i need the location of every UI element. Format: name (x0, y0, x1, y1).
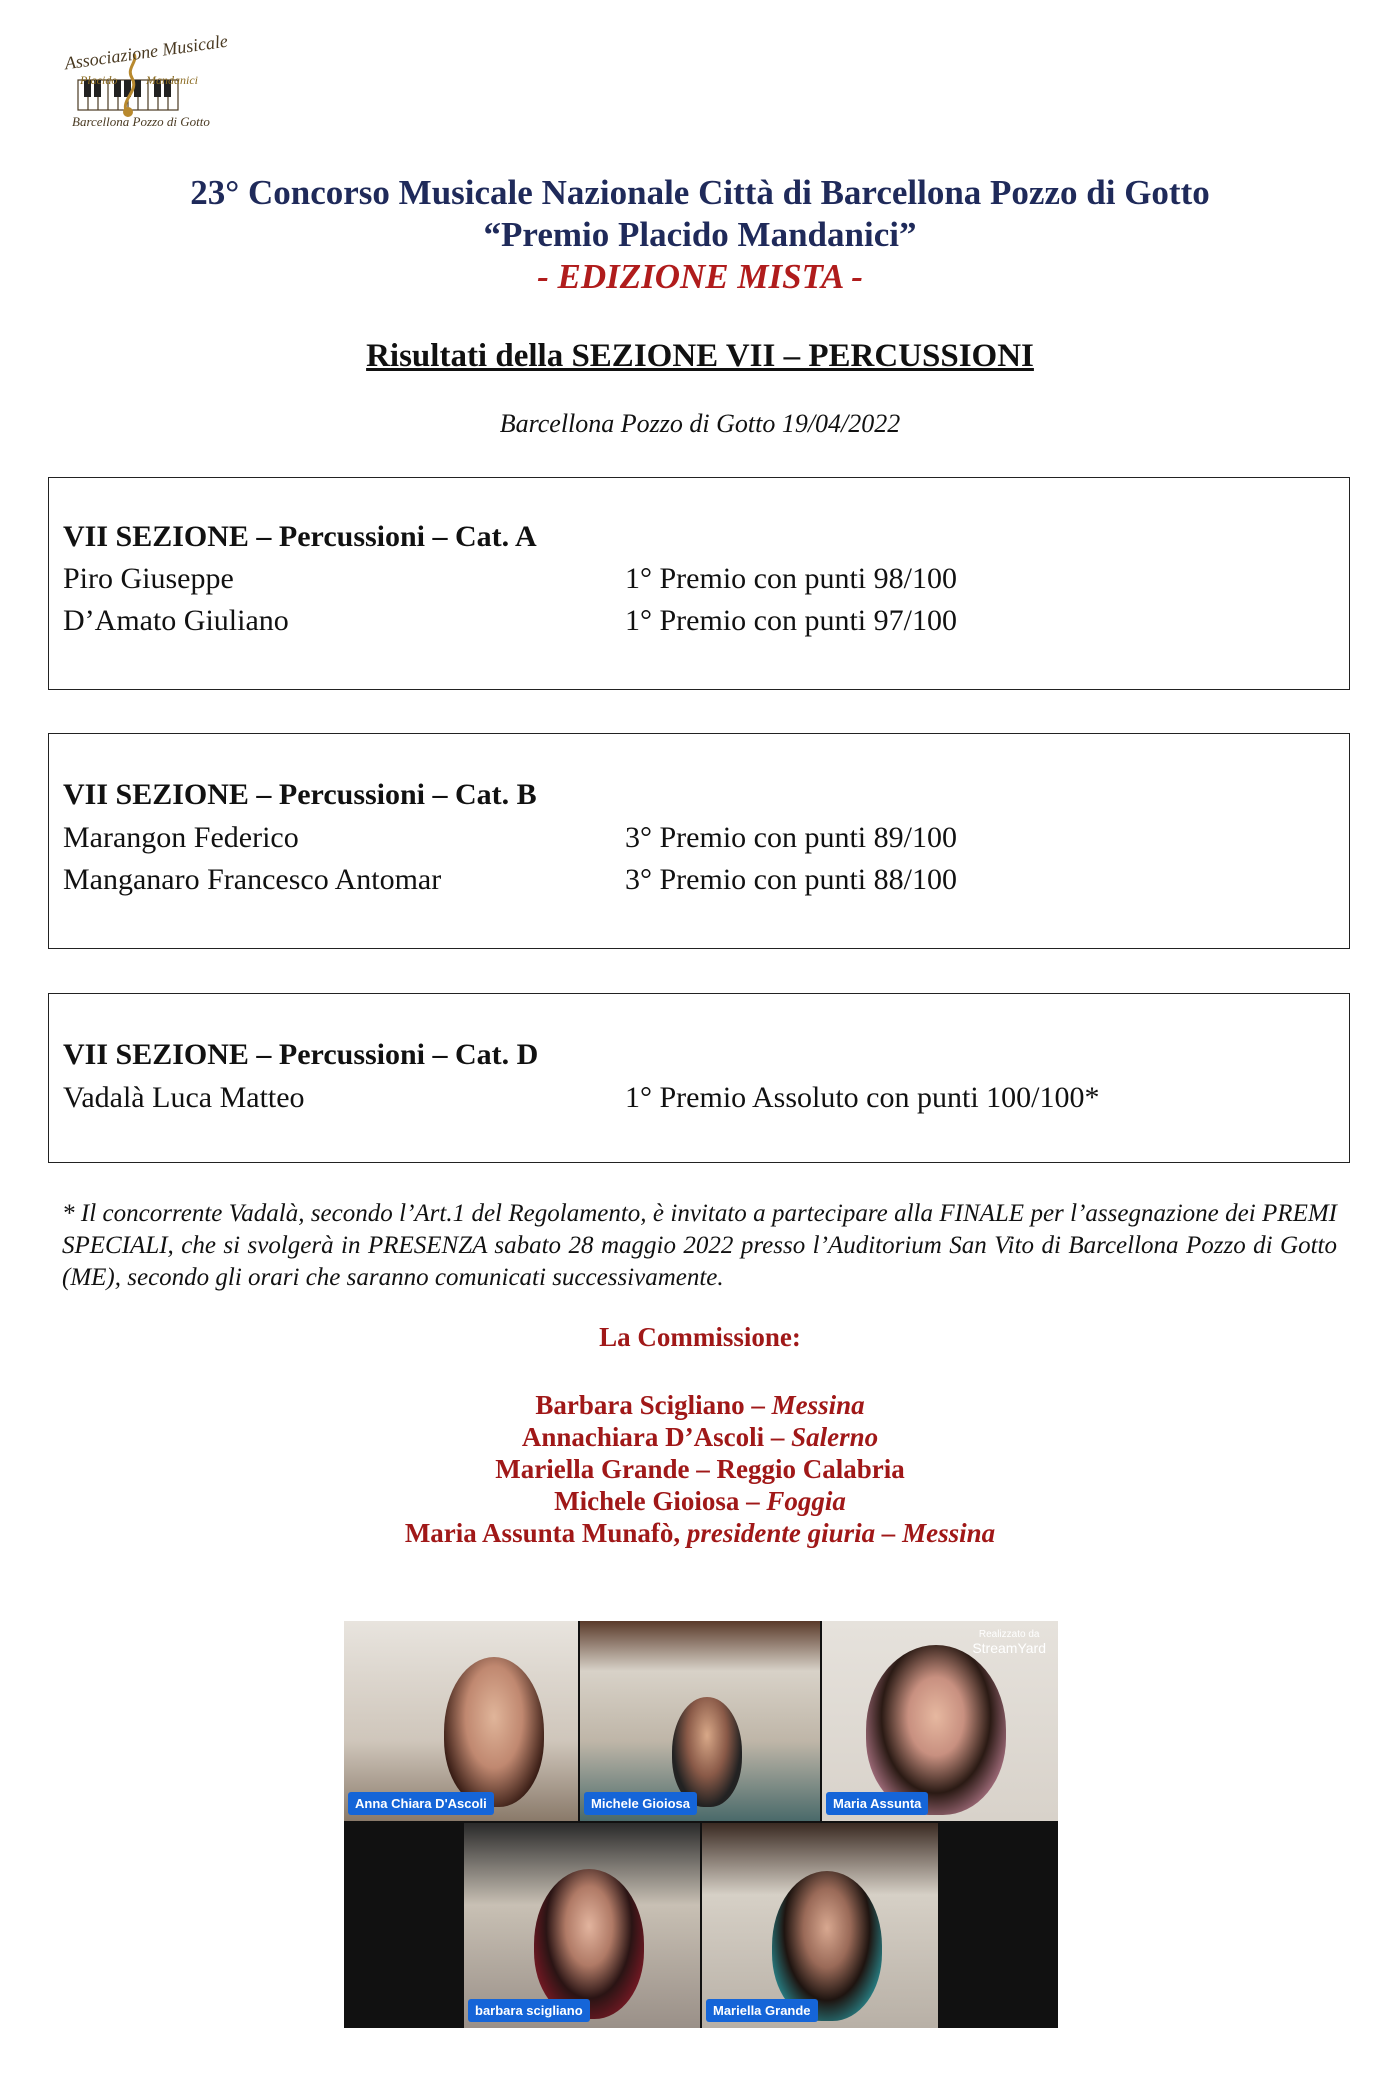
section-title: Risultati della SEZIONE VII – PERCUSSIONI (366, 338, 1034, 374)
finale-note: * Il concorrente Vadalà, secondo l’Art.1 del Regolamento, è invitato a partecipare alla FINALE per l’assegnazione dei PREMI SPECIALI, che si svolgerà in PRESENZA sabato 28 maggio 2022 presso l’Auditorium San Vito di Barcellona Pozzo di Gotto (ME), secondo gli orari che saranno comunicati successivamente. (62, 1200, 1337, 1291)
streamyard-branding: Realizzato da StreamYard (972, 1629, 1046, 1656)
candidate-prize: 1° Premio Assoluto con punti 100/100* (625, 1081, 1100, 1114)
category-title: VII SEZIONE – Percussioni – Cat. A (63, 520, 537, 553)
candidate-name: Piro Giuseppe (63, 562, 234, 595)
logo-text-line1: Associazione Musicale (63, 30, 230, 74)
category-b-box (48, 733, 1350, 949)
commission-member: Annachiara D’Ascoli – Salerno (521, 1422, 879, 1452)
candidate-name: Marangon Federico (63, 821, 299, 854)
category-title: VII SEZIONE – Percussioni – Cat. B (63, 778, 537, 811)
dateline: Barcellona Pozzo di Gotto 19/04/2022 (499, 409, 901, 438)
page-header (0, 172, 1400, 298)
category-d-box (48, 993, 1350, 1163)
logo-text-line4: Barcellona Pozzo di Gotto (72, 114, 210, 129)
participant-name-label: Anna Chiara D'Ascoli (348, 1792, 494, 1815)
category-title: VII SEZIONE – Percussioni – Cat. D (63, 1038, 539, 1071)
participant-tile (702, 1823, 938, 2028)
candidate-prize: 1° Premio con punti 98/100 (625, 562, 957, 595)
logo-text-line3: Mandanici (146, 73, 198, 87)
commission-title: La Commissione: (599, 1322, 801, 1352)
commission-members (0, 1389, 1400, 1549)
commission-member: Maria Assunta Munafò, presidente giuria – Messina (404, 1518, 996, 1548)
commission-block (0, 1322, 1400, 1549)
prize-name: “Premio Placido Mandanici” (483, 215, 917, 254)
commission-member: Mariella Grande – Reggio Calabria (495, 1454, 905, 1484)
commission-member: Barbara Scigliano – Messina (535, 1390, 865, 1420)
candidate-name: Vadalà Luca Matteo (63, 1081, 305, 1114)
participant-image (534, 1869, 644, 2019)
participant-name-label: Mariella Grande (706, 1999, 818, 2022)
candidate-prize: 1° Premio con punti 97/100 (625, 604, 957, 637)
video-call-screenshot (344, 1621, 1058, 2028)
participant-image (444, 1657, 544, 1807)
participant-name-label: barbara scigliano (468, 1999, 590, 2022)
category-a-box (48, 477, 1350, 690)
participant-name-label: Maria Assunta (826, 1792, 928, 1815)
participant-image (866, 1645, 1006, 1815)
participant-tile (822, 1621, 1058, 1821)
logo-text-line2: Placido (80, 73, 118, 87)
edition-label: - EDIZIONE MISTA - (537, 257, 863, 296)
participant-tile (344, 1621, 578, 1821)
commission-member: Michele Gioiosa – Foggia (554, 1486, 846, 1516)
candidate-name: Manganaro Francesco Antomar (63, 863, 442, 896)
candidate-prize: 3° Premio con punti 89/100 (625, 821, 957, 854)
candidate-prize: 3° Premio con punti 88/100 (625, 863, 957, 896)
association-logo (58, 30, 230, 135)
competition-title: 23° Concorso Musicale Nazionale Città di Barcellona Pozzo di Gotto (190, 173, 1210, 212)
participant-image (672, 1697, 742, 1807)
participant-tile (580, 1621, 820, 1821)
candidate-name: D’Amato Giuliano (63, 604, 289, 637)
participant-name-label: Michele Gioiosa (584, 1792, 697, 1815)
participant-tile (464, 1823, 700, 2028)
